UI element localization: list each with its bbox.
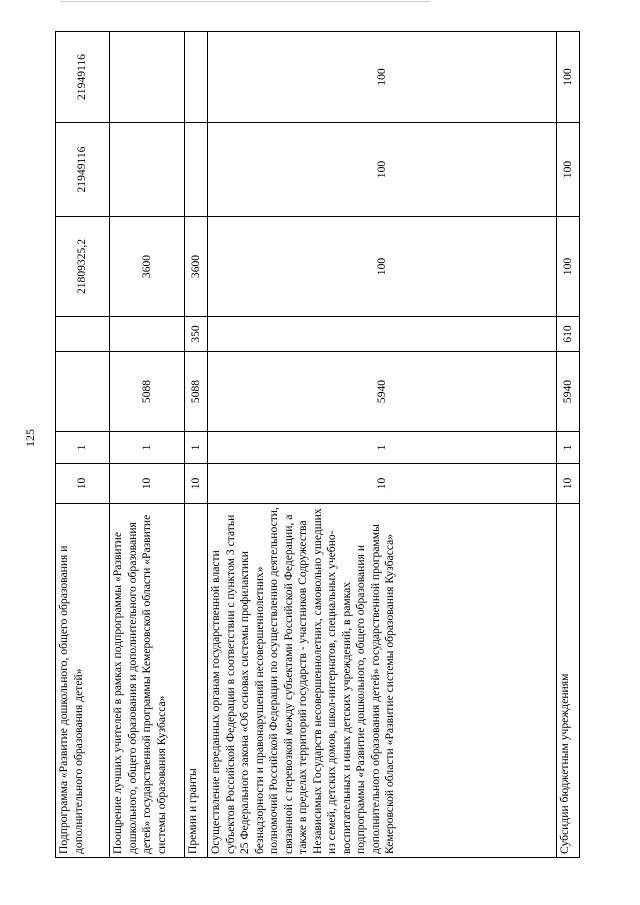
amount-year3-cell: 100 [556, 32, 579, 123]
subsection-cell: 1 [185, 432, 208, 464]
budget-table-rotated [55, 32, 580, 858]
amount-year1-cell: 3600 [185, 217, 208, 317]
amount-year2-cell: 100 [556, 123, 579, 217]
expense-type-cell [110, 317, 185, 352]
expense-type-cell: 350 [185, 317, 208, 352]
table-row [185, 32, 208, 858]
amount-year2-cell [110, 123, 185, 217]
row-name-cell: Субсидии бюджетным учреждениям [556, 504, 579, 858]
table-row [208, 32, 557, 858]
amount-year2-cell: 100 [208, 123, 557, 217]
target-article-cell: 5940 [208, 352, 557, 432]
amount-year1-cell: 3600 [110, 217, 185, 317]
row-name-cell: Премии и гранты [185, 504, 208, 858]
subsection-cell: 1 [56, 432, 110, 464]
expense-type-cell [56, 317, 110, 352]
amount-year2-cell: 21949116 [56, 123, 110, 217]
amount-year3-cell [185, 32, 208, 123]
row-name-cell: Подпрограмма «Развитие дошкольного, общего образования и дополнительного образования детей» [56, 504, 110, 858]
section-cell: 10 [185, 464, 208, 504]
amount-year3-cell: 21949116 [56, 32, 110, 123]
row-name-cell: Осуществление переданных органам государственной власти субъектов Российской Федерации в соответствии с пунктом 3 статьи 25 Федерального закона «Об основах системы профилактики безнадзорности и правонарушений несовершеннолетних» полномочий Российской Федерации по осуществлению деятельности, связанной с перевозкой между субъектами Российской Федерации, а также в пределах территорий государств - участников Содружества Независимых Государств несовершеннолетних, самовольно ушедших из семей, детских домов, школ-интернатов, специальных учебно-воспитательных и иных детских учреждений, в рамках подпрограммы «Развитие дошкольного, общего образования и дополнительного образования детей» государственной программы Кемеровской области «Развитие системы образования Кузбасса» [208, 504, 557, 858]
section-cell: 10 [56, 464, 110, 504]
expense-type-cell [208, 317, 557, 352]
amount-year1-cell: 100 [556, 217, 579, 317]
target-article-cell: 5088 [185, 352, 208, 432]
budget-table [55, 31, 580, 858]
row-name-cell: Поощрение лучших учителей в рамках подпрограммы «Развитие дошкольного, общего образования и дополнительного образования детей» государственной программы Кемеровской области «Развитие системы образования Кузбасса» [110, 504, 185, 858]
section-cell: 10 [208, 464, 557, 504]
page-number: 125 [23, 429, 37, 447]
amount-year1-cell: 100 [208, 217, 557, 317]
target-article-cell [56, 352, 110, 432]
amount-year3-cell: 100 [208, 32, 557, 123]
scan-artifact-line [60, 1, 430, 2]
table-row [110, 32, 185, 858]
table-row [556, 32, 579, 858]
section-cell: 10 [110, 464, 185, 504]
subsection-cell: 1 [208, 432, 557, 464]
expense-type-cell: 610 [556, 317, 579, 352]
subsection-cell: 1 [556, 432, 579, 464]
section-cell: 10 [556, 464, 579, 504]
amount-year2-cell [185, 123, 208, 217]
table-row [56, 32, 110, 858]
target-article-cell: 5940 [556, 352, 579, 432]
subsection-cell: 1 [110, 432, 185, 464]
amount-year3-cell [110, 32, 185, 123]
amount-year1-cell: 21809325,2 [56, 217, 110, 317]
target-article-cell: 5088 [110, 352, 185, 432]
